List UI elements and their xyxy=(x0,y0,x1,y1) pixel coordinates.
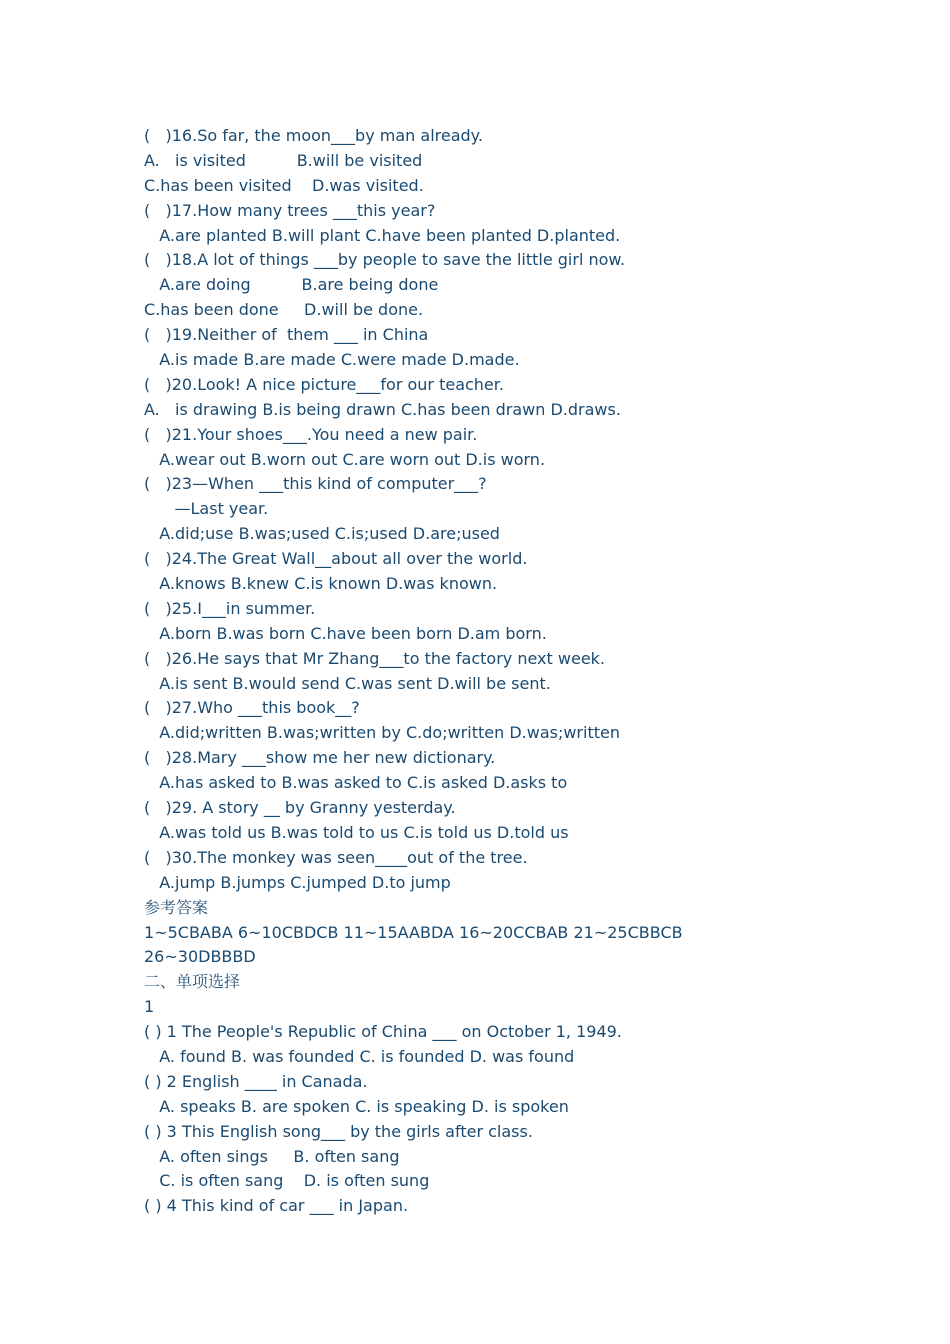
answer-line: 1 xyxy=(144,997,155,1017)
option-line: A.are planted B.will plant C.have been planted D.planted. xyxy=(144,225,621,245)
question-line: ( )23—When ___this kind of computer___? xyxy=(144,474,487,494)
question-line: ( )26.He says that Mr Zhang___to the factory next week. xyxy=(144,648,606,668)
option-line: C.has been visited D.was visited. xyxy=(144,175,424,195)
question-line: ( ) 3 This English song___ by the girls after class. xyxy=(144,1121,533,1141)
option-line: A. is drawing B.is being drawn C.has been drawn D.draws. xyxy=(144,399,621,419)
section-heading: 二、单项选择 xyxy=(144,972,241,992)
option-line: A.are doing B.are being done xyxy=(144,275,439,295)
option-line: A.is made B.are made C.were made D.made. xyxy=(144,350,520,370)
option-line: A.was told us B.was told to us C.is told us D.told us xyxy=(144,822,569,842)
option-line: A.did;written B.was;written by C.do;written D.was;written xyxy=(144,723,620,743)
option-line: A. is visited B.will be visited xyxy=(144,150,423,170)
option-line: A. speaks B. are spoken C. is speaking D. is spoken xyxy=(144,1096,569,1116)
option-line: A.has asked to B.was asked to C.is asked D.asks to xyxy=(144,773,568,793)
question-line: ( )30.The monkey was seen____out of the tree. xyxy=(144,847,528,867)
option-line: C.has been done D.will be done. xyxy=(144,300,424,320)
question-line: ( )17.How many trees ___this year? xyxy=(144,200,436,220)
question-line: ( ) 2 English ____ in Canada. xyxy=(144,1071,368,1091)
section-heading: 参考答案 xyxy=(144,897,209,917)
question-line: ( )28.Mary ___show me her new dictionary. xyxy=(144,748,496,768)
option-line: —Last year. xyxy=(144,499,269,519)
question-line: ( )29. A story __ by Granny yesterday. xyxy=(144,798,456,818)
option-line: A. often sings B. often sang xyxy=(144,1146,400,1166)
question-line: ( )25.I___in summer. xyxy=(144,598,316,618)
answer-line: 1~5CBABA 6~10CBDCB 11~15AABDA 16~20CCBAB 21~25CBBCB xyxy=(144,922,683,942)
option-line: A.did;use B.was;used C.is;used D.are;used xyxy=(144,524,500,544)
option-line: C. is often sang D. is often sung xyxy=(144,1171,430,1191)
option-line: A.born B.was born C.have been born D.am born. xyxy=(144,623,547,643)
question-line: ( )24.The Great Wall__about all over the world. xyxy=(144,549,528,569)
option-line: A.jump B.jumps C.jumped D.to jump xyxy=(144,872,451,892)
question-line: ( )21.Your shoes___.You need a new pair. xyxy=(144,424,478,444)
option-line: A.is sent B.would send C.was sent D.will be sent. xyxy=(144,673,551,693)
question-line: ( ) 4 This kind of car ___ in Japan. xyxy=(144,1196,409,1216)
question-line: ( ) 1 The People's Republic of China ___ on October 1, 1949. xyxy=(144,1022,622,1042)
question-line: ( )20.Look! A nice picture___for our teacher. xyxy=(144,374,504,394)
option-line: A. found B. was founded C. is founded D. was found xyxy=(144,1046,575,1066)
document-page xyxy=(144,124,904,1219)
option-line: A.wear out B.worn out C.are worn out D.is worn. xyxy=(144,449,546,469)
answer-line: 26~30DBBBD xyxy=(144,947,256,967)
question-line: ( )27.Who ___this book__? xyxy=(144,698,360,718)
question-line: ( )18.A lot of things ___by people to save the little girl now. xyxy=(144,250,626,270)
question-line: ( )16.So far, the moon___by man already. xyxy=(144,126,483,145)
option-line: A.knows B.knew C.is known D.was known. xyxy=(144,574,498,594)
question-line: ( )19.Neither of them ___ in China xyxy=(144,325,429,345)
